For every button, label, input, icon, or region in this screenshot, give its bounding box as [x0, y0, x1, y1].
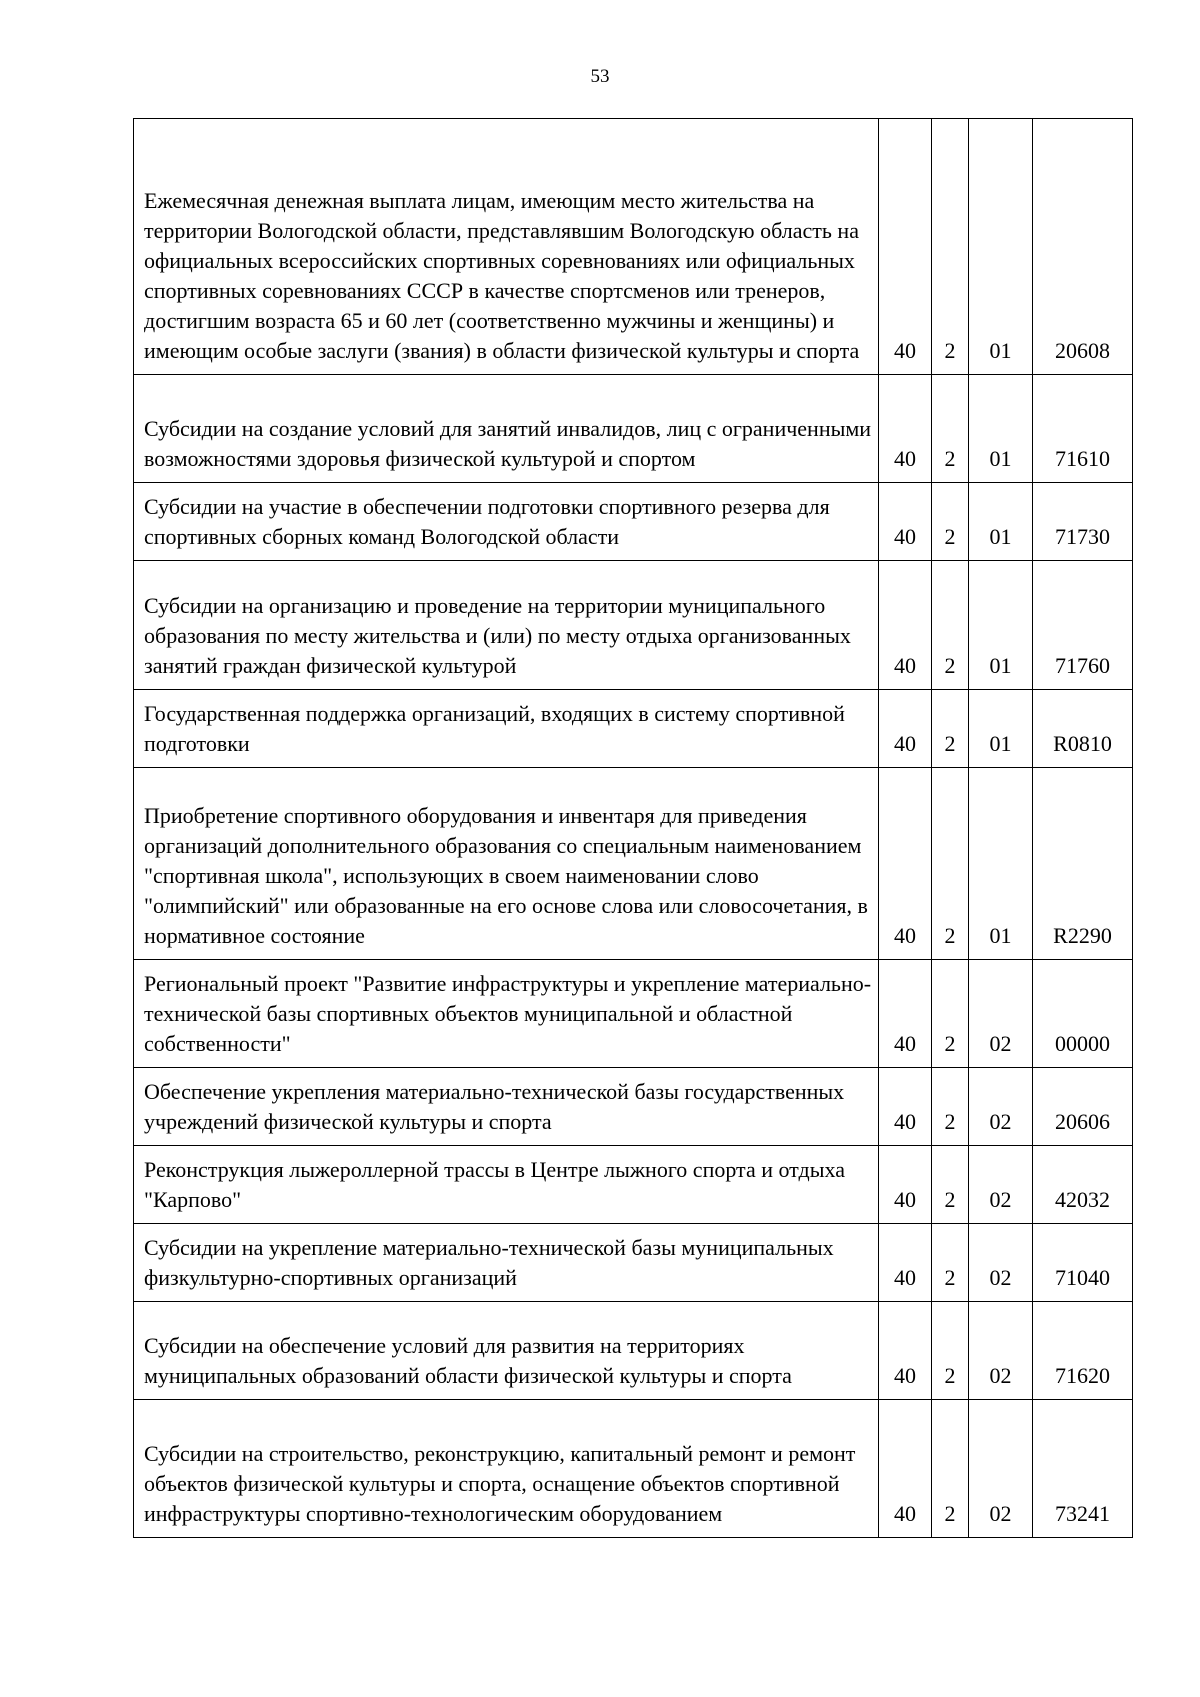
row-code-3: 01: [969, 375, 1033, 483]
row-code-2: 2: [932, 690, 969, 768]
row-description: Субсидии на создание условий для занятий инвалидов, лиц с ограниченными возможностями здоровья физической культурой и спортом: [134, 375, 879, 483]
table-row: [134, 1146, 1133, 1224]
row-code-1: 40: [879, 1068, 932, 1146]
row-code-4: 71760: [1033, 561, 1133, 690]
row-code-2: 2: [932, 1146, 969, 1224]
row-description: Субсидии на организацию и проведение на территории муниципального образования по месту жительства и (или) по месту отдыха организованных занятий граждан физической культурой: [134, 561, 879, 690]
row-code-1: 40: [879, 960, 932, 1068]
row-code-2: 2: [932, 375, 969, 483]
row-code-3: 02: [969, 1302, 1033, 1400]
row-code-3: 01: [969, 690, 1033, 768]
row-code-4: R2290: [1033, 768, 1133, 960]
row-code-4: 00000: [1033, 960, 1133, 1068]
table-row: [134, 119, 1133, 375]
row-code-2: 2: [932, 1224, 969, 1302]
row-description: Субсидии на укрепление материально-технической базы муниципальных физкультурно-спортивных организаций: [134, 1224, 879, 1302]
row-code-1: 40: [879, 561, 932, 690]
table-row: [134, 690, 1133, 768]
row-code-3: 02: [969, 1068, 1033, 1146]
row-code-1: 40: [879, 1146, 932, 1224]
row-code-1: 40: [879, 119, 932, 375]
row-code-2: 2: [932, 1068, 969, 1146]
table-row: [134, 483, 1133, 561]
table-row: [134, 1400, 1133, 1538]
table-row: [134, 768, 1133, 960]
row-code-3: 02: [969, 1146, 1033, 1224]
row-description: Субсидии на строительство, реконструкцию, капитальный ремонт и ремонт объектов физической культуры и спорта, оснащение объектов спортивной инфраструктуры спортивно-технологическим оборудованием: [134, 1400, 879, 1538]
row-code-2: 2: [932, 1400, 969, 1538]
row-description: Приобретение спортивного оборудования и инвентаря для приведения организаций дополнительного образования со специальным наименованием "спортивная школа", использующих в своем наименовании слово "олимпийский" или образованные на его основе слова или словосочетания, в нормативное состояние: [134, 768, 879, 960]
budget-table: [133, 118, 1133, 1538]
row-description: Государственная поддержка организаций, входящих в систему спортивной подготовки: [134, 690, 879, 768]
row-code-4: 71730: [1033, 483, 1133, 561]
row-description: Ежемесячная денежная выплата лицам, имеющим место жительства на территории Вологодской области, представлявшим Вологодскую область на официальных всероссийских спортивных соревнованиях или официальных спортивных соревнованиях СССР в качестве спортсменов или тренеров, достигшим возраста 65 и 60 лет (соответственно мужчины и женщины) и имеющим особые заслуги (звания) в области физической культуры и спорта: [134, 119, 879, 375]
row-code-1: 40: [879, 768, 932, 960]
row-code-4: 73241: [1033, 1400, 1133, 1538]
row-code-1: 40: [879, 690, 932, 768]
row-code-2: 2: [932, 768, 969, 960]
table-row: [134, 1068, 1133, 1146]
row-code-1: 40: [879, 1302, 932, 1400]
row-code-4: 71620: [1033, 1302, 1133, 1400]
row-code-3: 02: [969, 960, 1033, 1068]
row-code-1: 40: [879, 375, 932, 483]
row-code-4: 71040: [1033, 1224, 1133, 1302]
row-description: Реконструкция лыжероллерной трассы в Центре лыжного спорта и отдыха "Карпово": [134, 1146, 879, 1224]
row-code-1: 40: [879, 483, 932, 561]
table-row: [134, 561, 1133, 690]
row-code-3: 01: [969, 768, 1033, 960]
table-row: [134, 960, 1133, 1068]
row-code-2: 2: [932, 561, 969, 690]
row-code-4: 42032: [1033, 1146, 1133, 1224]
row-code-2: 2: [932, 483, 969, 561]
table-row: [134, 375, 1133, 483]
page-number: 53: [590, 66, 610, 87]
row-code-4: R0810: [1033, 690, 1133, 768]
row-code-3: 02: [969, 1224, 1033, 1302]
row-code-1: 40: [879, 1400, 932, 1538]
row-code-4: 20608: [1033, 119, 1133, 375]
row-code-3: 02: [969, 1400, 1033, 1538]
row-code-1: 40: [879, 1224, 932, 1302]
row-description: Субсидии на участие в обеспечении подготовки спортивного резерва для спортивных сборных команд Вологодской области: [134, 483, 879, 561]
table-row: [134, 1224, 1133, 1302]
row-code-2: 2: [932, 1302, 969, 1400]
table-row: [134, 1302, 1133, 1400]
row-description: Региональный проект "Развитие инфраструктуры и укрепление материально-технической базы спортивных объектов муниципальной и областной собственности": [134, 960, 879, 1068]
row-description: Субсидии на обеспечение условий для развития на территориях муниципальных образований области физической культуры и спорта: [134, 1302, 879, 1400]
row-code-2: 2: [932, 119, 969, 375]
row-code-3: 01: [969, 561, 1033, 690]
row-code-4: 71610: [1033, 375, 1133, 483]
row-code-4: 20606: [1033, 1068, 1133, 1146]
row-code-2: 2: [932, 960, 969, 1068]
row-code-3: 01: [969, 119, 1033, 375]
row-code-3: 01: [969, 483, 1033, 561]
row-description: Обеспечение укрепления материально-технической базы государственных учреждений физической культуры и спорта: [134, 1068, 879, 1146]
